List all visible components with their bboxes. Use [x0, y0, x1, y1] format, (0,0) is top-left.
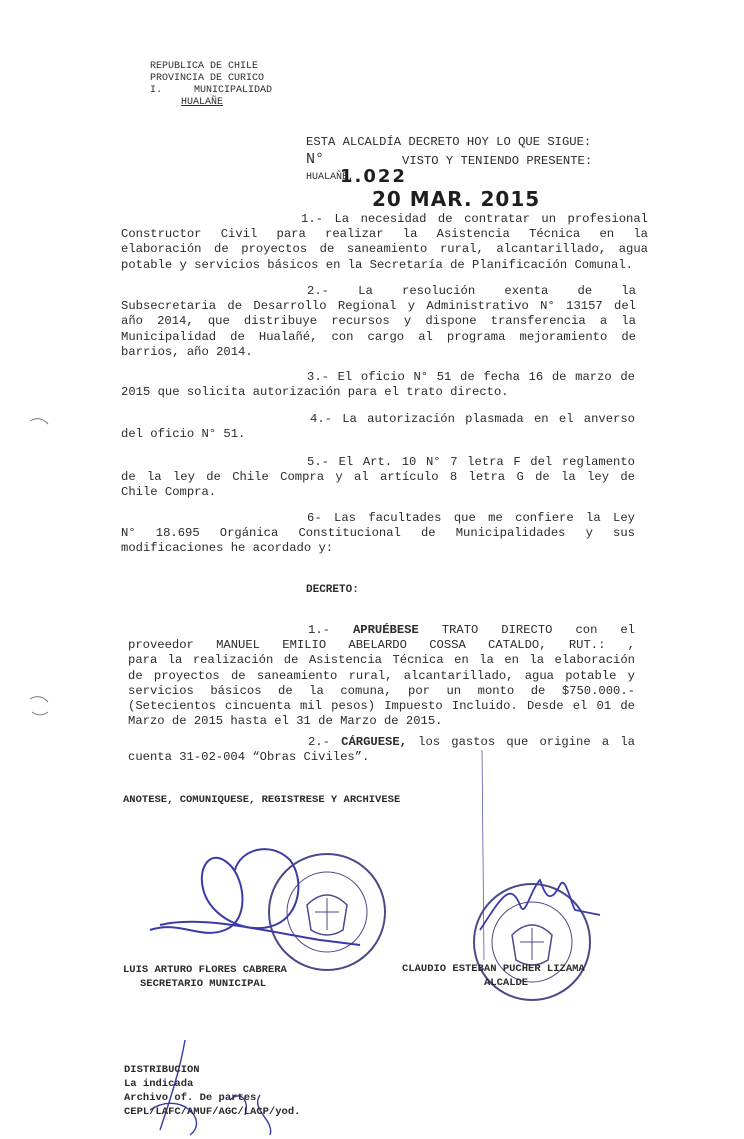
considerando-4-line: 4.- La autorización plasmada en el anverso [310, 412, 635, 426]
considerando-2-line: 2.- La resolución exenta de la [307, 284, 636, 298]
considerando-5-line: 5.- El Art. 10 N° 7 letra F del reglamento [307, 455, 635, 469]
decreto-heading: DECRETO: [306, 584, 359, 596]
header-provincia: PROVINCIA DE CURICO [150, 73, 265, 84]
signature-secretario [150, 849, 360, 945]
considerando-6-line: 6- Las facultades que me confiere la Ley [307, 511, 635, 525]
lugar-label: HUALAÑE, [306, 172, 355, 183]
considerando-1-line: 1.- La necesidad de contratar un profesional [301, 212, 648, 226]
considerando-1-line: elaboración de proyectos de saneamiento rural, alcantarillado, agua [121, 242, 648, 257]
decree-number-stamp: 1.022 [340, 166, 407, 187]
alcalde-cargo: ALCALDE [484, 977, 529, 989]
considerando-4-last: del oficio N° 51. [121, 427, 246, 442]
considerando-2-line: Municipalidad de Hualañé, con cargo al programa mejoramiento de [121, 329, 636, 344]
articulo-2-verb: CÁRGUESE, [341, 735, 407, 749]
articulo-1-line: de proyectos de saneamiento rural, alcantarillado, agua potable y [128, 668, 635, 683]
distribucion-item: CEPL/LAFC/AMUF/AGC/LACP/yod. [124, 1106, 301, 1118]
secretario-nombre: LUIS ARTURO FLORES CABRERA [123, 964, 287, 976]
considerando-6-line: N° 18.695 Orgánica Constitucional de Municipalidades y sus [121, 526, 635, 541]
date-stamp: 20 MAR. 2015 [372, 187, 541, 211]
considerando-1-line: Constructor Civil para realizar la Asistencia Técnica en la [121, 227, 648, 242]
considerando-2-line: año 2014, que distribuye recursos y dispone transferencia a la [121, 314, 636, 329]
alcalde-nombre: CLAUDIO ESTEBAN PUCHER LIZAMA [402, 963, 585, 975]
seal-secretario-icon [269, 854, 385, 970]
articulo-1-line: servicios básicos de la comuna, por un monto de $750.000.- [128, 683, 635, 698]
punch-mark-icon [30, 697, 48, 702]
header-comuna: HUALAÑE [181, 97, 224, 108]
visto-presente: VISTO Y TENIENDO PRESENTE: [402, 154, 593, 168]
header-republica: REPUBLICA DE CHILE [150, 61, 259, 72]
closing-formula: ANOTESE, COMUNIQUESE, REGISTRESE Y ARCHIVESE [123, 794, 401, 806]
articulo-2-last: cuenta 31-02-004 “Obras Civiles”. [128, 750, 370, 765]
distribucion-item: La indicada [124, 1078, 194, 1090]
considerando-5-line: de la ley de Chile Compra y al artículo 8 letra G de la ley de [121, 470, 635, 485]
punch-mark-icon [32, 712, 48, 715]
signature-stroke [482, 750, 484, 960]
considerando-1-last: potable y servicios básicos en la Secretaría de Planificación Comunal. [121, 257, 633, 272]
articulo-1-verb: APRUÉBESE [352, 623, 419, 637]
considerando-5-last: Chile Compra. [121, 485, 217, 500]
distribucion-title: DISTRIBUCION [124, 1064, 200, 1076]
numero-label: N° [306, 151, 325, 168]
considerando-2-last: barrios, año 2014. [121, 344, 253, 359]
articulo-2-num: 2.- [308, 735, 330, 749]
articulo-1-rest: TRATO DIRECTO con el [441, 623, 635, 637]
considerando-3-line: 3.- El oficio N° 51 de fecha 16 de marzo de [307, 370, 635, 384]
articulo-2-rest: los gastos que origine a la [418, 735, 635, 749]
signature-alcalde [480, 880, 600, 930]
considerando-6-last: modificaciones he acordado y: [121, 541, 334, 556]
articulo-1-line: (Setecientos cincuenta mil pesos) Impuesto Incluido. Desde el 01 de [128, 699, 635, 714]
considerando-3-last: 2015 que solicita autorización para el trato directo. [121, 385, 509, 400]
secretario-cargo: SECRETARIO MUNICIPAL [140, 978, 267, 990]
punch-mark-icon [30, 419, 48, 424]
distribucion-item: Archivo of. De partes [124, 1092, 257, 1104]
alcaldia-decreto: ESTA ALCALDÍA DECRETO HOY LO QUE SIGUE: [306, 135, 592, 149]
articulo-1-line: proveedor MANUEL EMILIO ABELARDO COSSA CATALDO, RUT.: , [128, 638, 635, 653]
articulo-1-last: Marzo de 2015 hasta el 31 de Marzo de 2015. [128, 714, 443, 729]
considerando-2-line: Subsecretaria de Desarrollo Regional y Administrativo N° 13157 del [121, 299, 636, 314]
articulo-1-line: para la realización de Asistencia Técnica en la en la elaboración [128, 653, 635, 668]
header-municipalidad: MUNICIPALIDAD [194, 85, 273, 96]
header-municipalidad-prefix: I. [150, 85, 163, 96]
articulo-1-num: 1.- [308, 623, 330, 637]
